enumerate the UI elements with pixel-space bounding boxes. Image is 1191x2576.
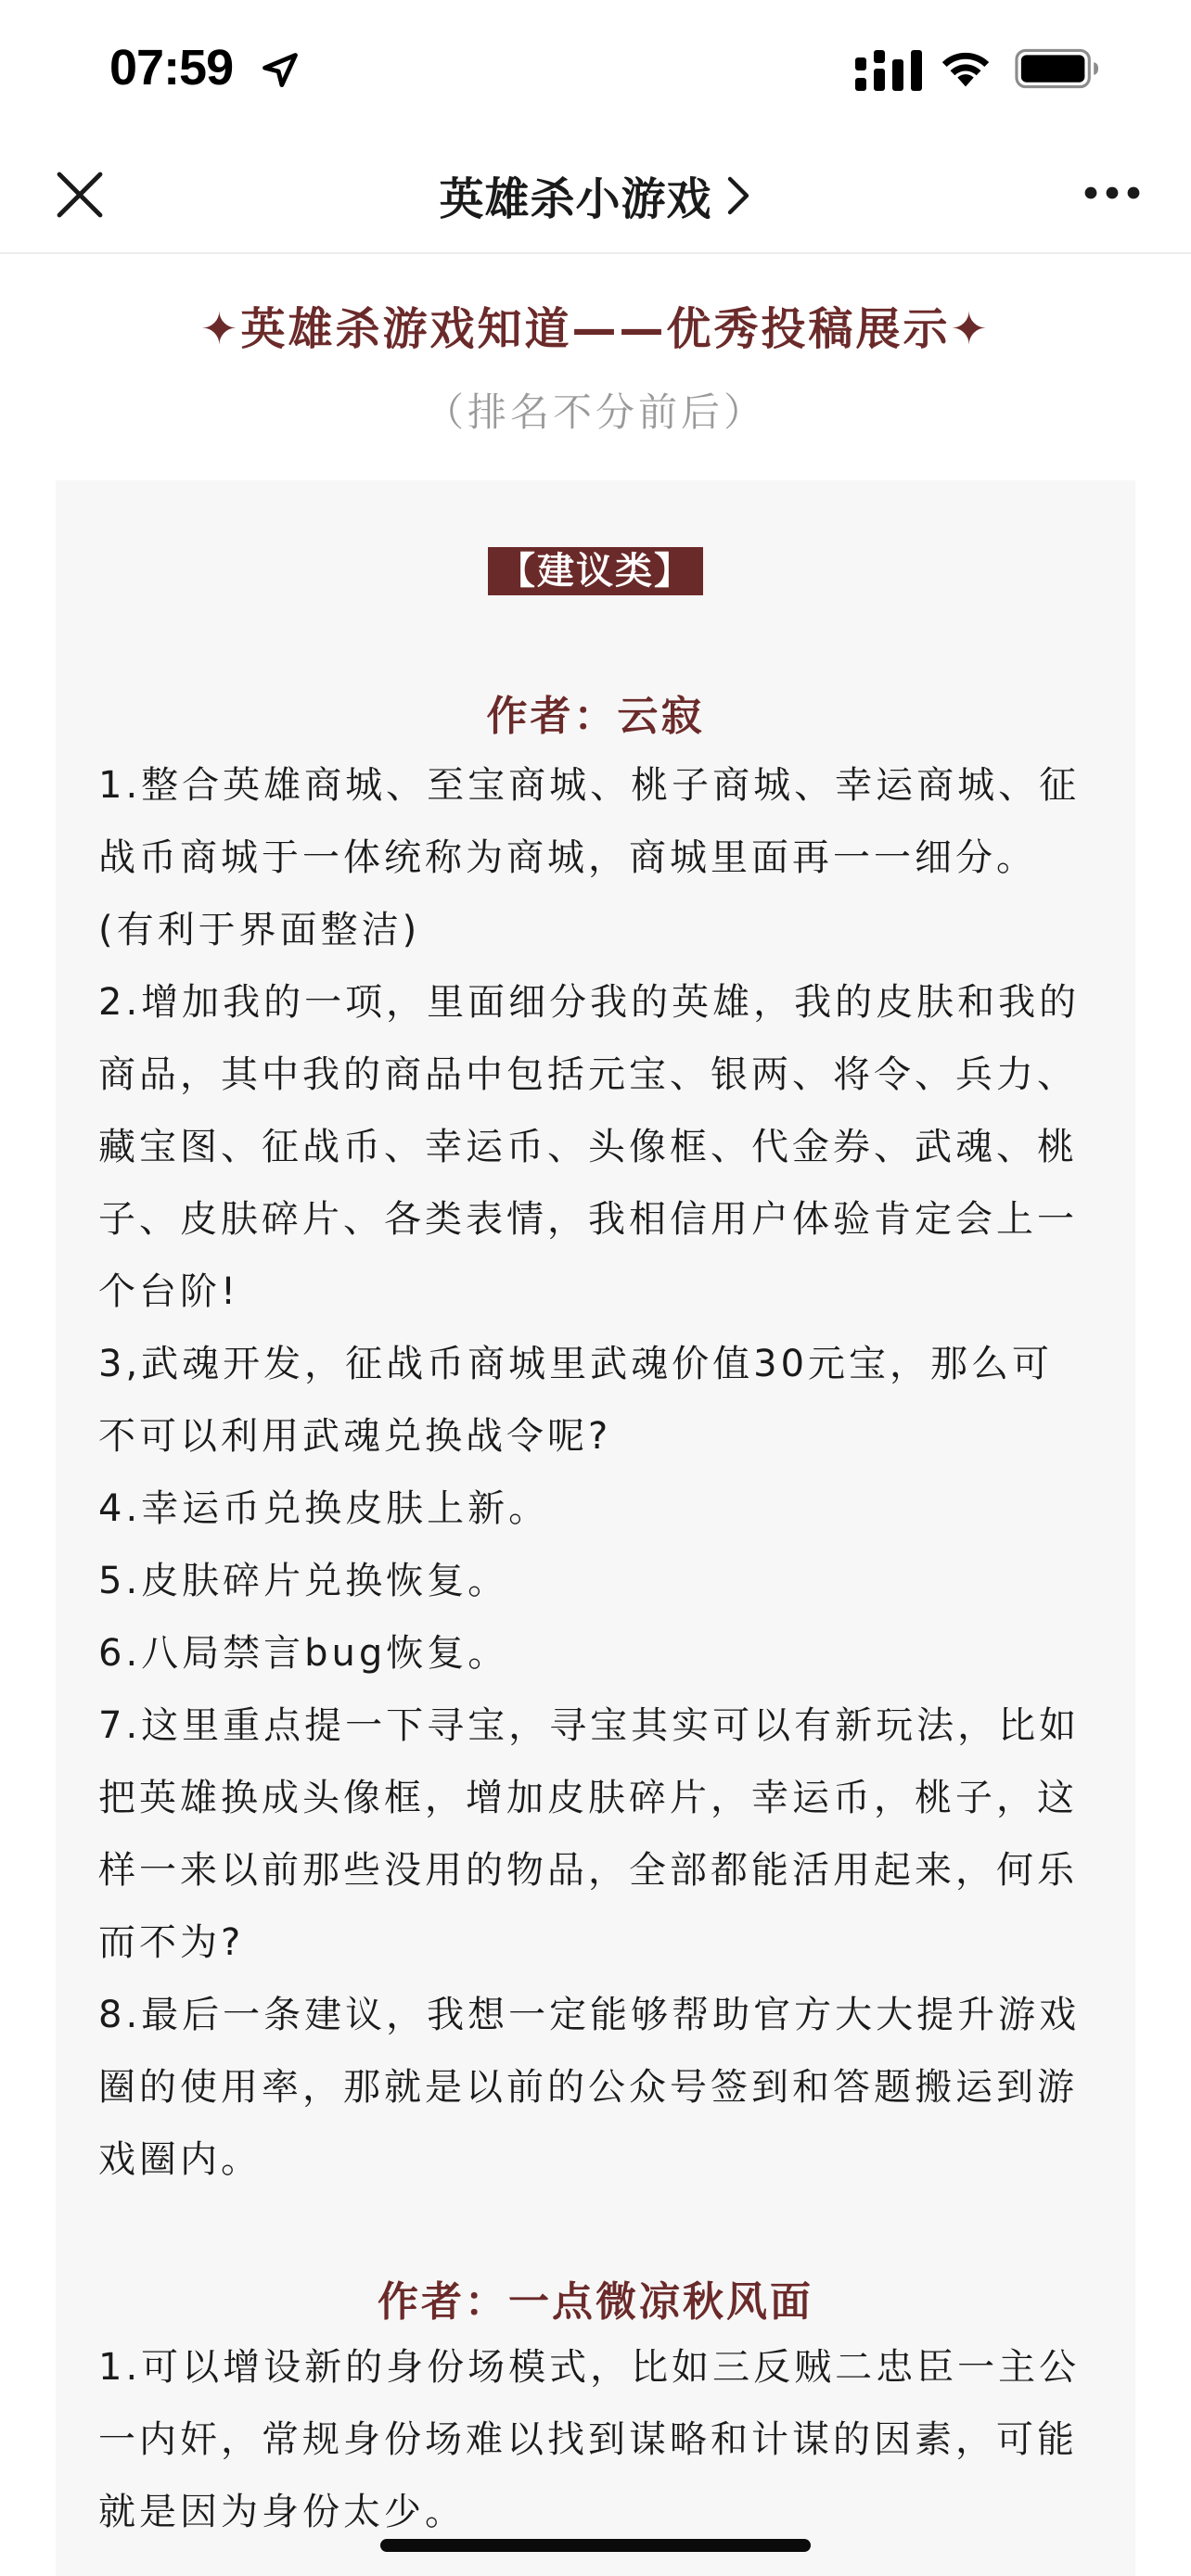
wifi-icon <box>937 45 994 89</box>
status-bar <box>0 0 1191 139</box>
article-subtitle: （排名不分前后） <box>424 389 766 435</box>
nav-title-button[interactable] <box>0 163 1191 227</box>
chevron-right-icon <box>724 173 752 218</box>
author-heading: 作者：一点微凉秋风面 <box>378 2278 813 2326</box>
location-arrow-icon <box>260 50 301 91</box>
paragraph: 3,武魂开发，征战币商城里武魂价值30元宝，那么可不可以利用武魂兑换战令呢? <box>98 1343 1054 1458</box>
more-dots-icon[interactable] <box>1083 182 1141 204</box>
nav-bar <box>0 139 1191 254</box>
home-indicator[interactable] <box>380 2539 811 2552</box>
section-body <box>98 2331 1093 2548</box>
paragraph: 1.整合英雄商城、至宝商城、桃子商城、幸运商城、征战币商城于一体统称为商城，商城里面再一一细分。(有利于界面整洁) <box>98 764 1081 951</box>
paragraph: 4.幸运币兑换皮肤上新。 <box>98 1487 550 1530</box>
section-body <box>98 749 1093 2196</box>
battery-icon <box>1015 48 1102 89</box>
category-tag: 【建议类】 <box>488 547 703 595</box>
paragraph: 6.八局禁言bug恢复。 <box>98 1632 509 1675</box>
paragraph: 7.这里重点提一下寻宝，寻宝其实可以有新玩法，比如把英雄换成头像框，增加皮肤碎片，幸运币，桃子，这样一来以前那些没用的物品，全部都能活用起来，何乐而不为? <box>98 1704 1081 1964</box>
article-title: ✦英雄杀游戏知道——优秀投稿展示✦ <box>200 303 991 355</box>
paragraph: 8.最后一条建议，我想一定能够帮助官方大大提升游戏圈的使用率，那就是以前的公众号签到和答题搬运到游戏圈内。 <box>98 1994 1081 2181</box>
cellular-signal-icon <box>855 50 922 91</box>
status-time: 07:59 <box>109 40 234 96</box>
paragraph: 1.可以增设新的身份场模式，比如三反贼二忠臣一主公一内奸，常规身份场难以找到谋略和计谋的因素，可能就是因为身份太少。 <box>98 2346 1081 2533</box>
author-heading: 作者：云寂 <box>486 693 705 740</box>
nav-title: 英雄杀小游戏 <box>439 173 712 225</box>
paragraph: 5.皮肤碎片兑换恢复。 <box>98 1560 509 1602</box>
paragraph: 2.增加我的一项，里面细分我的英雄，我的皮肤和我的商品，其中我的商品中包括元宝、银两、将令、兵力、藏宝图、征战币、幸运币、头像框、代金券、武魂、桃子、皮肤碎片、各类表情，我相信用户体验肯定会上一个台阶! <box>98 981 1081 1313</box>
